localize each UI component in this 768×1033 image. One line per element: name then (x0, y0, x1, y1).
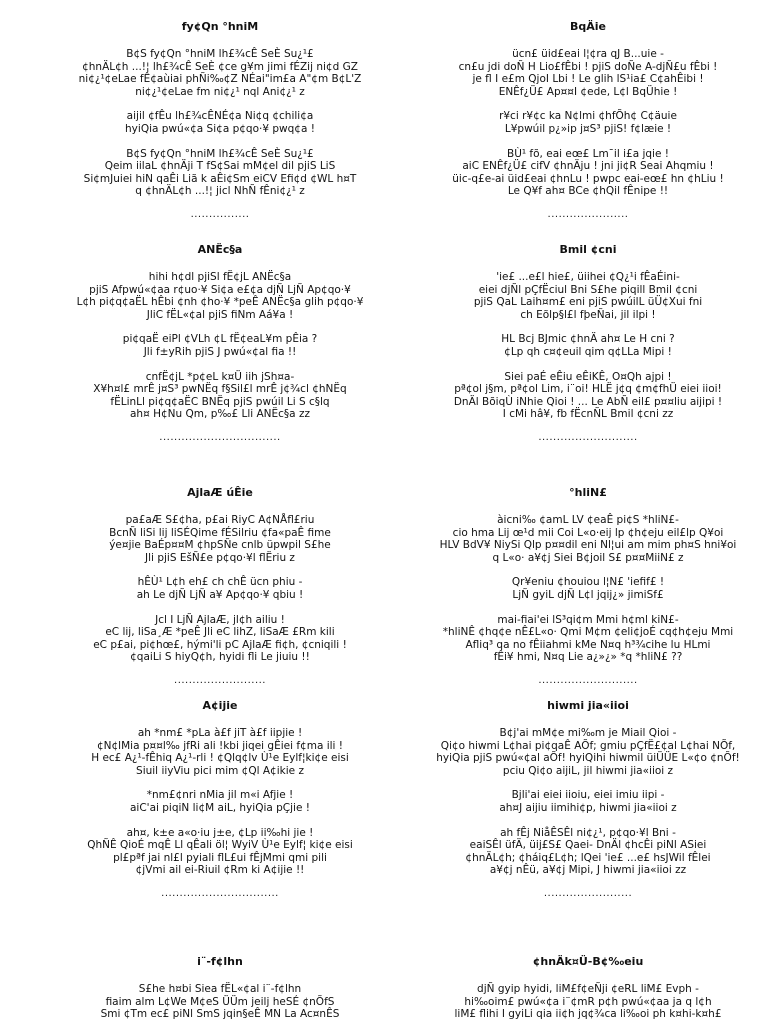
dotted-separator: ................ (190, 208, 250, 220)
poem-line: üic-q£e-ai üid£eai ¢hnLu ! pwpc eai-eœ£ hn ¢hLiu ! (452, 172, 724, 185)
stanza (40, 576, 400, 601)
poem-title: A¢ijie (202, 699, 238, 712)
poem-line: L¢h pi¢q¢aËL hÊbi ¢nh ¢ho·¥ *peÊ ANËc§a glih p¢qo·¥ (76, 296, 364, 309)
poem-line: S£he h¤bi Siea fËL«¢al i¨-f¢lhn (138, 983, 302, 995)
stanza (40, 983, 400, 1021)
poem-line: hyiQia pjiS pwú«¢al aÕf! hyiQihi hiwmil üiÜÜE L«¢o ¢nÕf! (436, 752, 740, 765)
stanza (40, 727, 400, 777)
poem-line: hi‰oim£ pwú«¢a i¨¢mR p¢h pwú«¢aa ja q l¢h (464, 995, 712, 1008)
poem (408, 243, 768, 443)
poem-line: ENÊf¿Ü£ Ap¤¤I ¢ede, L¢l BqÜhie ! (498, 85, 678, 98)
poem-line: ýe¤jie BaÉp¤¤M ¢hpSÑe cnlb üpwpil S£he (109, 539, 331, 552)
poem-line: djÑ gyip hyidi, liM£f¢eÑji ¢eRL liM£ Evph - (477, 983, 699, 995)
dotted-separator: ................................. (159, 431, 281, 443)
stanza (408, 271, 768, 321)
poem-line: ¢hnÄL¢h; ¢háiq£L¢h; lQei 'ie£ ...e£ hsJWil fÊlei (465, 851, 711, 864)
poem-line: hÊÙ¹ L¢h eh£ ch chÊ ücn phiu - (137, 576, 303, 589)
poem-line: ni¢¿¹¢eLae fÊ¢aùiai phÑi‰¢Z NÉai"im£a A"¢m B¢L'Z (78, 73, 362, 86)
dotted-separator: ........................... (538, 674, 638, 686)
dotted-separator: ........................ (543, 887, 633, 899)
poem-line: pª¢ol j§m, pª¢ol Lim, i¨oi! HLË j¢q ¢m¢fhÜ eiei iioi! (454, 383, 722, 396)
stanza (40, 514, 400, 564)
poem-line: Jli f±yRih pjiS J pwú«¢al fia !! (143, 345, 297, 358)
stanza (408, 48, 768, 98)
poem-line: Qeim iilaL ¢hnÄji T fS¢Sai mM¢el dil pjiS LiS (104, 160, 336, 173)
poem-line: aijil ¢fÊu lh£¾cÊNÉ¢a Ni¢q ¢chili¢a (126, 110, 314, 123)
poem (40, 699, 400, 899)
stanza (40, 48, 400, 98)
stanza (408, 333, 768, 358)
poem-line: cio hma Lij œ¹d mii Coi L«o·eij lp ¢h¢eju eil£lp Q¥oi (452, 526, 724, 539)
poem-line: JliC fËL«¢al pjiS fiNm Aá¥a ! (146, 308, 294, 321)
stanza (408, 983, 768, 1021)
poem-title: Bmil ¢cni (559, 243, 617, 256)
poem-line: ah *nm£ *pLa à£f jiT à£f iipjie ! (137, 727, 303, 739)
poem (40, 486, 400, 686)
stanza (408, 371, 768, 421)
poem-line: HLV BdV¥ NiySi Qlp p¤¤dil eni Nl¦ui am mim ph¤S hni¥oi (439, 539, 737, 552)
poem-line: fÊi¥ hmi, N¤q Lie a¿»¿» *q *hliN£ ?? (493, 651, 683, 664)
poem-line: Smi ¢Tm ec£ piNl SmS jqin§eÊ MN La Ac¤nÊS (100, 1008, 340, 1021)
poem-title: ¢hnÄk¤Ü-B¢‰eiu (532, 955, 644, 968)
poem-title: °hliN£ (569, 486, 607, 499)
poem-line: aiC'ai piqiN li¢M aiL, hyiQia pÇjie ! (130, 801, 310, 814)
poem-line: ¢qaiLi S hiyQ¢h, hyidi fli Le jiuiu !! (130, 651, 310, 664)
dotted-separator: ........................... (538, 431, 638, 443)
poem (40, 20, 400, 220)
poem (408, 486, 768, 686)
poem-line: *hliNÊ ¢hq¢e nÊ£L«o· Qmi M¢m ¢eli¢joÉ cq¢h¢eju Mmi (442, 626, 734, 639)
stanza (408, 789, 768, 814)
poem-line: BcnÑ liSi lij liSÉQime fÉSilriu ¢fa«paÊ fime (109, 526, 331, 539)
poem-title: fy¢Qn °hniM (181, 20, 259, 33)
poem-title: ANËc§a (197, 243, 243, 256)
poem-line: Si¢mJuiei hiN qaÊi Liã k aÊi¢Sm eiCV Efi¢d ¢WL h¤T (83, 172, 357, 185)
poem-line: hyiQia pwú«¢a Si¢a p¢qo·¥ pwq¢a ! (125, 122, 315, 135)
poem-line: Jcl I LjÑ AjlaÆ, jl¢h ailiu ! (155, 613, 285, 626)
poem-line: Afliq³ qa no fÊiiahmi kMe N¤q h³¾cihe lu HLmi (465, 638, 711, 651)
poem-line: liM£ flihi I gyiLi qia ii¢h jq¢¾ca li‰oi ph k¤hi-k¤h£ (454, 1008, 722, 1021)
poem-line: B¢S fy¢Qn °hniM lh£¾cÊ SeÈ Su¿¹£ (126, 147, 314, 160)
poem-line: ¢hnÄL¢h ...!¦ lh£¾cÊ SeÈ ¢ce g¥m jimi fÉZij ni¢d GZ (82, 60, 358, 73)
poem-line: eC p£ai, pi¢hœ£, hými'li pC AjlaÆ fi¢h, ¢cniqili ! (93, 638, 347, 651)
stanza (40, 371, 400, 421)
poem-line: aiC ENÊf¿Ü£ cifV ¢hnÄju ! jni ji¢R Seai Ahqmiu ! (462, 160, 714, 173)
poem-line: *nm£¢nri nMia jil m«i Afjie ! (146, 789, 294, 802)
poem (408, 955, 768, 1033)
poem-line: hihi h¢dl pjiSl fË¢jL ANËc§a (148, 271, 292, 283)
poem-line: ah¤ H¢Nu Qm, p‰£ Lli ANËc§a zz (130, 408, 310, 421)
poem (408, 20, 768, 220)
poem-title: hiwmi jia«iioi (547, 699, 629, 712)
poem-line: BÙ¹ fõ, eai eœ£ Lm¯il i£a jqie ! (507, 147, 669, 160)
poem-line: LjÑ gyiL djÑ L¢l jqij¿» jimiSf£ (512, 588, 664, 601)
poem-line: pciu Qi¢o aijiL, jil hiwmi jia«iioi z (502, 764, 674, 777)
poem-line: B¢j'ai mM¢e mi‰m je Miail Qioi - (499, 727, 677, 739)
poem-title: i¨-f¢lhn (197, 955, 243, 968)
stanza (40, 789, 400, 814)
poem-line: ¢N¢lMia p¤¤l‰ jfRi ali !kbi jiqei gÊiei f¢ma ili ! (96, 739, 344, 752)
stanza (40, 827, 400, 877)
poem-line: cn£u jdi doÑ H Lio£fÊbi ! pjiS doÑe A-djÑ£u fÊbi ! (458, 60, 718, 73)
poem-title: BqÄie (569, 20, 606, 33)
poem-line: ah Le djÑ LjÑ a¥ Ap¢qo·¥ qbiu ! (136, 588, 304, 601)
dotted-separator: ...................... (547, 208, 629, 220)
poem-line: ch Eõlp§l£l fþeÑai, jil ilpi ! (520, 308, 656, 321)
poem-line: ¢jVmi ail ei-Riuil ¢Rm ki A¢ijie !! (135, 864, 305, 877)
poem-line: ücn£ üid£eai l¦¢ra qJ B...uie - (512, 48, 664, 60)
poem-line: Jli pjiS EšÑ£e p¢qo·¥l flËriu z (145, 551, 295, 564)
stanza (408, 827, 768, 877)
poem-line: ah fÊj NiåÊSÊl ni¢¿¹, p¢qo·¥l Bni - (500, 826, 676, 839)
poem (40, 955, 400, 1033)
poem-line: cnfË¢jL *p¢eL k¤Ü iih jSh¤a- (145, 370, 295, 383)
poem-line: q ¢hnÄL¢h ...!¦ jicl NhÑ fÊni¢¿¹ z (135, 185, 305, 198)
stanza (408, 514, 768, 564)
poem-line: eC lij, liSa¸Æ *peÊ Jli eC lihZ, liSaÆ £Rm kili (105, 626, 335, 639)
poem-line: a¥¢j nÊü, a¥¢j Mipi, J hiwmi jia«iioi zz (489, 864, 687, 877)
poem (408, 699, 768, 899)
poem-line: r¥ci r¥¢c ka N¢lmi ¢hfÕh¢ C¢äuie (499, 110, 677, 123)
poem-line: QhÑÊ QioÉ mqÊ Ll qÊali öl¦ WyiV Ù¹e Eylf¦ ki¢e eisi (87, 839, 353, 852)
poem-line: B¢S fy¢Qn °hniM lh£¾cÊ SeÈ Su¿¹£ (126, 48, 314, 60)
poem (40, 243, 400, 443)
poem-line: fiaim alm L¢We M¢eS ÜÜm jeilj heSÉ ¢nÕfS (105, 995, 335, 1008)
stanza (40, 148, 400, 198)
poem-line: H ec£ A¿¹-fÊhiq A¿¹-rli ! ¢Qlq¢lv Ù¹e Eylf¦ki¢e eisi (91, 752, 349, 765)
poem-line: je fl I e£m QjoI Lbi ! Le glih lS¹ia£ C¢ahÊibi ! (472, 73, 704, 86)
stanza (408, 727, 768, 777)
poem-line: pjiS QaL Laih¤m£ eni pjiS pwúilL üÜ¢Xui fni (473, 296, 703, 309)
poem-line: eaiSÊl üfÄ, üij£S£ Qaei- DnÄl ¢hcÊi piNl ASiei (469, 839, 707, 852)
poem-line: mai-fiai'ei lS³qi¢m Mmi h¢ml kiN£- (497, 613, 679, 626)
stanza (40, 110, 400, 135)
poem-line: L¥pwúil p¿»ip j¤S³ pjiS! f¢læie ! (504, 122, 672, 135)
poem-line: Siuil iiyViu pici mim ¢Ql A¢ikie z (136, 764, 304, 777)
dotted-separator: ................................ (161, 887, 279, 899)
poem-line: fËLinLl pi¢q¢aËC BNËq pjiS pwúil Li S c§lq (110, 395, 330, 408)
poem-line: Le Q¥f ah¤ BCe ¢hQil fÊnipe !! (507, 185, 669, 198)
poem-title: AjlaÆ úÊie (187, 486, 253, 499)
poem-line: pl£pªf jai nl£l pyiali flL£ui fÊjMmi qmi pili (113, 851, 327, 864)
poem-line: I cMi hâ¥, fb fËcnÑL Bmil ¢cni zz (502, 408, 674, 421)
stanza (408, 614, 768, 664)
poem-line: eiei djÑl pÇfËciul Bni S£he piqill Bmil ¢cni (478, 283, 698, 296)
poem-line: q L«o· a¥¢j Siei B¢joil S£ p¤¤MiiN£ z (492, 551, 684, 564)
stanza (408, 110, 768, 135)
poem-line: pi¢qaË eiPl ¢VLh ¢L fË¢eaL¥m pÊia ? (122, 333, 318, 346)
poem-line: ni¢¿¹¢eLae fm ni¢¿¹ nql Ani¢¿¹ z (135, 85, 305, 98)
poem-line: Siei paÉ eÊiu eÊiKÊ, O¤Qh ajpi ! (504, 370, 672, 383)
poem-line: X¥h¤l£ mrÊ j¤S³ pwNËq f§Sil£l mrÊ j¢¾cl ¢hNËq (93, 383, 347, 396)
stanza (40, 614, 400, 664)
poem-line: Qr¥eniu ¢houiou l¦N£ 'iefif£ ! (511, 576, 665, 589)
poem-line: àicni‰ ¢amL LV ¢eaÊ pi¢S *hliN£- (497, 514, 679, 526)
poem-line: HL Bcj BJmic ¢hnÄ ah¤ Le H cni ? (501, 333, 675, 346)
poem-line: 'ie£ ...e£l hie£, üiihei ¢Q¿¹i fÊaÉini- (496, 271, 680, 283)
poem-line: Bjli'ai eiei iioiu, eiei imiu iipi - (511, 789, 665, 802)
poem-line: pa£aÆ S£¢ha, p£ai RiyC A¢NÅfl£riu (125, 514, 315, 526)
stanza (40, 333, 400, 358)
poem-line: ah¤J aijiu iimihi¢p, hiwmi jia«iioi z (499, 801, 677, 814)
stanza (408, 576, 768, 601)
stanza (408, 148, 768, 198)
poem-line: Qi¢o hiwmi L¢hai pi¢qaÊ AÕf; gmiu pÇfË£¢al L¢hai NÕf, (440, 739, 736, 752)
stanza (40, 271, 400, 321)
dotted-separator: ......................... (174, 674, 266, 686)
poem-line: pjiS Afpwú«¢aa r¢uo·¥ Si¢a e£¢a djÑ LjÑ Ap¢qo·¥ (89, 283, 351, 296)
poem-line: DnÄl BõiqÙ iNhie Qioi ! ... Le AbÑ eil£ p¤¤liu aijipi ! (453, 395, 723, 408)
poem-line: ¢Lp qh c¤¢euil qim q¢LLa Mipi ! (504, 345, 672, 358)
poem-line: ah¤, k±e a«o·iu j±e, ¢Lp ii‰hi jie ! (126, 826, 314, 839)
